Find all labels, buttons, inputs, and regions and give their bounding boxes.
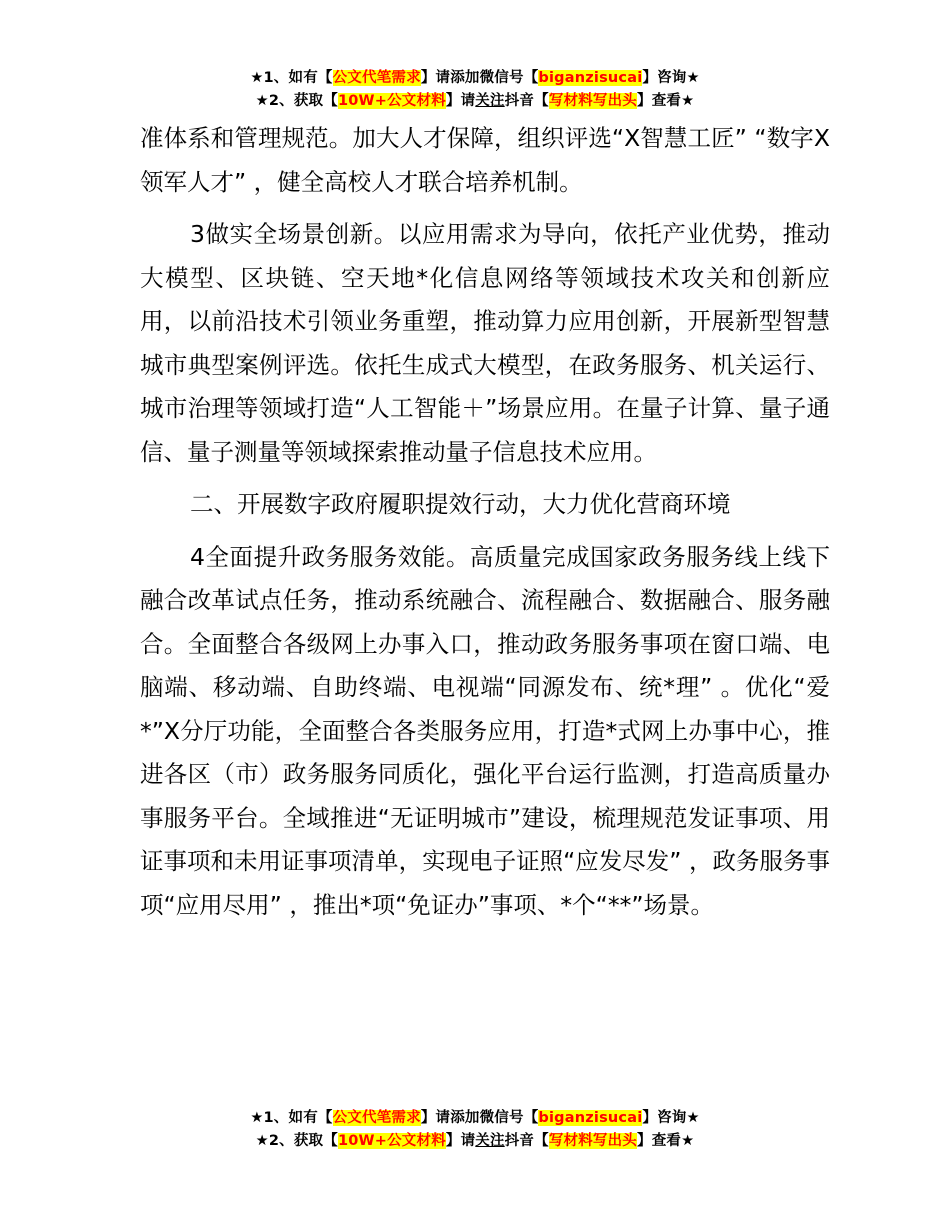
banner-highlight: 公文代笔需求 <box>332 1110 421 1126</box>
banner-text: 抖音【 <box>504 1133 549 1149</box>
banner-highlight: 写材料写出头 <box>548 1133 638 1149</box>
paragraph: 3做实全场景创新。以应用需求为导向，依托产业优势，推动大模型、区块链、空天地*化信息网络等领域技术攻关和创新应用，以前沿技术引领业务重塑，推动算力应用创新，开展新型智慧城市典型案例评选。依托生成式大模型，在政务服务、机关运行、城市治理等领域打造“人工智能＋”场景应用。在量子计算、量子通信、量子测量等领域探索推动量子信息技术应用。 <box>140 220 830 466</box>
section-heading: 二、开展数字政府履职提效行动，大力优化营商环境 <box>190 490 731 518</box>
banner-text: 】请添加微信号【 <box>420 1110 539 1126</box>
banner-highlight: 10W+公文材料 <box>337 1133 446 1149</box>
banner-highlight: 写材料写出头 <box>548 93 638 109</box>
banner-text: 】咨询★ <box>642 1110 700 1126</box>
banner-text: ★2、获取【 <box>255 1133 338 1149</box>
banner-highlight: biganzisucai <box>538 70 643 86</box>
banner-line-1 <box>0 67 950 90</box>
banner-text: 】查看★ <box>637 93 695 109</box>
document-body <box>140 117 830 927</box>
banner-line-2 <box>0 1130 950 1153</box>
paragraph: 4全面提升政务服务效能。高质量完成国家政务服务线上线下融合改革试点任务，推动系统融合、流程融合、数据融合、服务融合。全面整合各级网上办事入口，推动政务服务事项在窗口端、电脑端、移动端、自助终端、电视端“同源发布、统*理” 。优化“爱*”X分厅功能，全面整合各类服务应用，打造*式网上办事中心，推进各区（市）政务服务同质化，强化平台运行监测，打造高质量办事服务平台。全域推进“无证明城市”建设，梳理规范发证事项、用证事项和未用证事项清单，实现电子证照“应发尽发” ，政务服务事项“应用尽用” ，推出*项“免证办”事项、*个“**”场景。 <box>140 542 830 919</box>
banner-text: 抖音【 <box>504 93 549 109</box>
footer-banner <box>0 1107 950 1153</box>
banner-text: 】查看★ <box>637 1133 695 1149</box>
banner-text: 】请 <box>445 93 476 109</box>
banner-text: ★1、如有【 <box>250 70 333 86</box>
banner-text: 】咨询★ <box>642 70 700 86</box>
banner-line-1 <box>0 1107 950 1130</box>
banner-highlight: biganzisucai <box>538 1110 643 1126</box>
banner-text: ★2、获取【 <box>255 93 338 109</box>
banner-line-2 <box>0 90 950 113</box>
header-banner <box>0 67 950 113</box>
banner-text: 】请添加微信号【 <box>420 70 539 86</box>
banner-text: 】请 <box>445 1133 476 1149</box>
banner-highlight: 公文代笔需求 <box>332 70 421 86</box>
paragraph: 准体系和管理规范。加大人才保障，组织评选“X智慧工匠” “数字X领军人才” ，健全高校人才联合培养机制。 <box>140 124 830 196</box>
banner-underline: 关注 <box>475 1133 505 1149</box>
banner-text: ★1、如有【 <box>250 1110 333 1126</box>
banner-highlight: 10W+公文材料 <box>337 93 446 109</box>
banner-underline: 关注 <box>475 93 505 109</box>
